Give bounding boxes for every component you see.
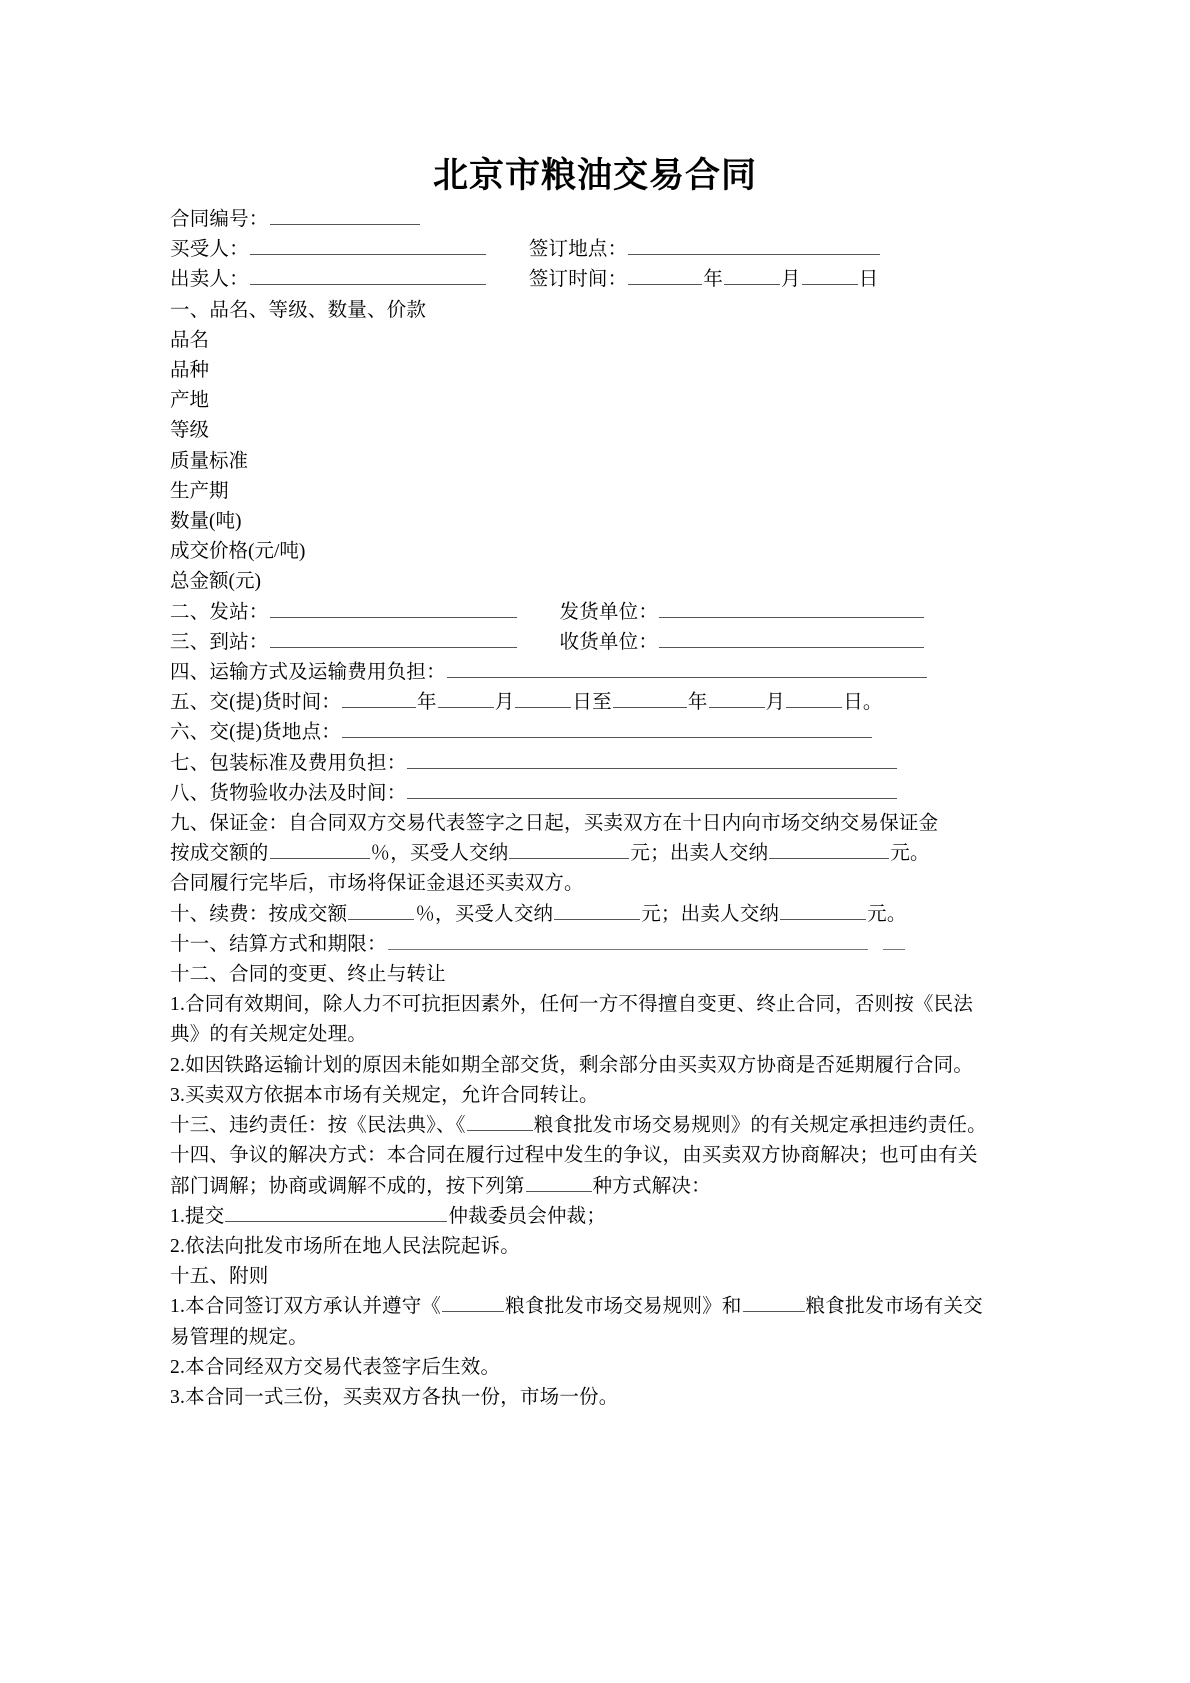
section12-heading: 十二、合同的变更、终止与转让 [170,964,446,986]
arrival-station-input[interactable] [270,628,517,648]
dispute-label-b: 种方式解决： [592,1175,711,1197]
deposit-rate-input[interactable] [270,840,370,860]
section1-heading: 一、品名、等级、数量、价款 [170,299,427,321]
dispute-label-a: 十四、争议的解决方式：本合同在履行过程中发生的争议，由买卖双方协商解决；也可由有关部门调解；协商或调解不成的，按下列第 [170,1145,978,1197]
to-word: 至 [592,692,612,714]
appendix-market-rule-input[interactable] [442,1293,504,1313]
contract-number-line [170,205,990,235]
year-unit: 年 [703,269,724,291]
fee-rate-input[interactable] [348,900,414,920]
fee-buyer-input[interactable] [554,900,640,920]
deposit-seller-label: 元；出卖人交纳 [630,843,769,865]
day-unit-2: 日 [843,692,863,714]
packaging-input[interactable] [407,749,897,769]
month-unit: 月 [781,269,801,291]
section4-line [170,658,990,688]
section12-item2: 2.如因铁路运输计划的原因未能如期全部交货，剩余部分由买卖双方协商是否延期履行合同。 [170,1054,974,1076]
sign-year-input[interactable] [628,266,702,286]
seller-line [170,265,990,295]
delivery-place-label: 六、交(提)货地点： [170,722,341,744]
sign-place-input[interactable] [628,236,880,256]
year-unit-2: 年 [687,692,708,714]
section1-item-chandi: 产地 [170,390,210,412]
inspection-input[interactable] [407,779,897,799]
section15-item2: 2.本合同经双方交易代表签字后生效。 [170,1356,501,1378]
arbitration-commission-input[interactable] [225,1202,447,1222]
fee-buyer-label: ％，买受人交纳 [415,903,554,925]
appendix-label-c: 粮食批发市场有关交易管理的规定。 [170,1296,983,1348]
arrival-station-label: 三、到站： [170,631,269,653]
section12-item3: 3.买卖双方依据本市场有关规定，允许合同转让。 [170,1084,599,1106]
section1-item-shuliang: 数量(吨) [170,511,242,533]
section1-item-dengji: 等级 [170,420,210,442]
day-unit: 日 [572,692,593,714]
deposit-buyer-label: ％，买受人交纳 [370,843,509,865]
section7-line [170,749,990,779]
section15-item3: 3.本合同一式三份，买卖双方各执一份，市场一份。 [170,1386,619,1408]
delivery-end-year-input[interactable] [613,689,687,709]
page-title: 北京市粮油交易合同 [432,156,757,195]
section10-line [170,900,990,930]
section1-item-chengjiaojiage: 成交价格(元/吨) [170,541,306,563]
settlement-label: 十一、结算方式和期限： [170,933,387,955]
delivery-start-year-input[interactable] [342,689,416,709]
seller-label: 出卖人： [170,269,249,291]
deposit-buyer-input[interactable] [509,840,629,860]
departure-station-label: 二、发站： [170,601,269,623]
seller-input[interactable] [250,266,486,286]
delivery-end-month-input[interactable] [709,689,765,709]
consignee-input[interactable] [659,628,924,648]
month-unit: 月 [494,692,515,714]
appendix-label-b: 粮食批发市场交易规则》和 [505,1296,742,1318]
contract-number-input[interactable] [270,205,420,225]
fee-seller-label: 元；出卖人交纳 [641,903,780,925]
section1-item-zhiliangbiaozhun: 质量标准 [170,450,249,472]
settlement-input[interactable] [388,930,868,950]
section9-line2 [170,839,990,869]
transport-label: 四、运输方式及运输费用负担： [170,662,446,684]
sign-time-label: 签订时间： [528,269,628,291]
packaging-label: 七、包装标准及费用负担： [170,752,407,774]
section1-item-zongjine: 总金额(元) [170,571,261,593]
section6-line [170,718,990,748]
departure-station-input[interactable] [270,598,517,618]
section9-line3: 合同履行完毕后，市场将保证金退还买卖双方。 [170,873,584,895]
breach-label-a: 十三、违约责任：按《民法典》、《 [170,1115,466,1137]
buyer-label: 买受人： [170,239,249,261]
arbitration-label-b: 仲裁委员会仲裁； [448,1205,607,1227]
section12-item1: 1.合同有效期间，除人力不可抗拒因素外，任何一方不得擅自变更、终止合同，否则按《民法典》的有关规定处理。 [170,994,974,1046]
section14-item2: 2.依法向批发市场所在地人民法院起诉。 [170,1235,520,1257]
breach-rule-input[interactable] [467,1112,533,1132]
section11-line [170,930,990,960]
section15-item1 [170,1292,990,1352]
contract-body [170,205,990,1413]
section9-line1: 九、保证金：自合同双方交易代表签字之日起，买卖双方在十日内向市场交纳交易保证金 [170,813,939,835]
end-punct: 。 [862,692,883,714]
section14-line [170,1141,990,1201]
contract-number-label: 合同编号： [170,209,269,230]
deposit-unit-end: 元。 [890,843,930,865]
delivery-start-month-input[interactable] [438,689,494,709]
inspection-label: 八、货物验收办法及时间： [170,782,407,804]
section8-line [170,779,990,809]
appendix-label-a: 1.本合同签订双方承认并遵守《 [170,1296,442,1318]
arbitration-label-a: 1.提交 [170,1205,225,1227]
deposit-rate-label: 按成交额的 [170,843,269,865]
section1-item-pinming: 品名 [170,329,210,351]
shipper-input[interactable] [659,598,924,618]
consignee-label: 收货单位： [559,631,659,653]
section2-line [170,598,990,628]
shipper-label: 发货单位： [559,601,659,623]
fee-rate-label: 十、续费：按成交额 [170,903,348,925]
delivery-end-day-input[interactable] [786,689,842,709]
dispute-method-input[interactable] [526,1172,592,1192]
fee-unit-end: 元。 [867,903,907,925]
section14-item1 [170,1202,990,1232]
year-unit: 年 [417,692,437,714]
section1-item-shengchanqi: 生产期 [170,480,229,502]
day-unit: 日 [858,269,879,291]
section1-item-pinzhong: 品种 [170,360,210,382]
sign-place-label: 签订地点： [528,239,628,261]
delivery-time-label: 五、交(提)货时间： [170,692,341,714]
sign-month-input[interactable] [724,266,780,286]
buyer-line [170,235,990,265]
delivery-place-input[interactable] [342,719,872,739]
section15-heading: 十五、附则 [170,1266,269,1288]
breach-label-b: 粮食批发市场交易规则》的有关规定承担违约责任。 [533,1115,987,1137]
buyer-input[interactable] [250,236,486,256]
settlement-input-tail[interactable] [883,930,905,950]
section5-line [170,688,990,718]
transport-input[interactable] [447,659,927,679]
deposit-seller-input[interactable] [769,840,889,860]
month-unit-2: 月 [765,692,786,714]
fee-seller-input[interactable] [780,900,866,920]
sign-day-input[interactable] [802,266,858,286]
section13-line [170,1111,990,1141]
delivery-start-day-input[interactable] [515,689,571,709]
appendix-market-input[interactable] [743,1293,805,1313]
section3-line [170,628,990,658]
